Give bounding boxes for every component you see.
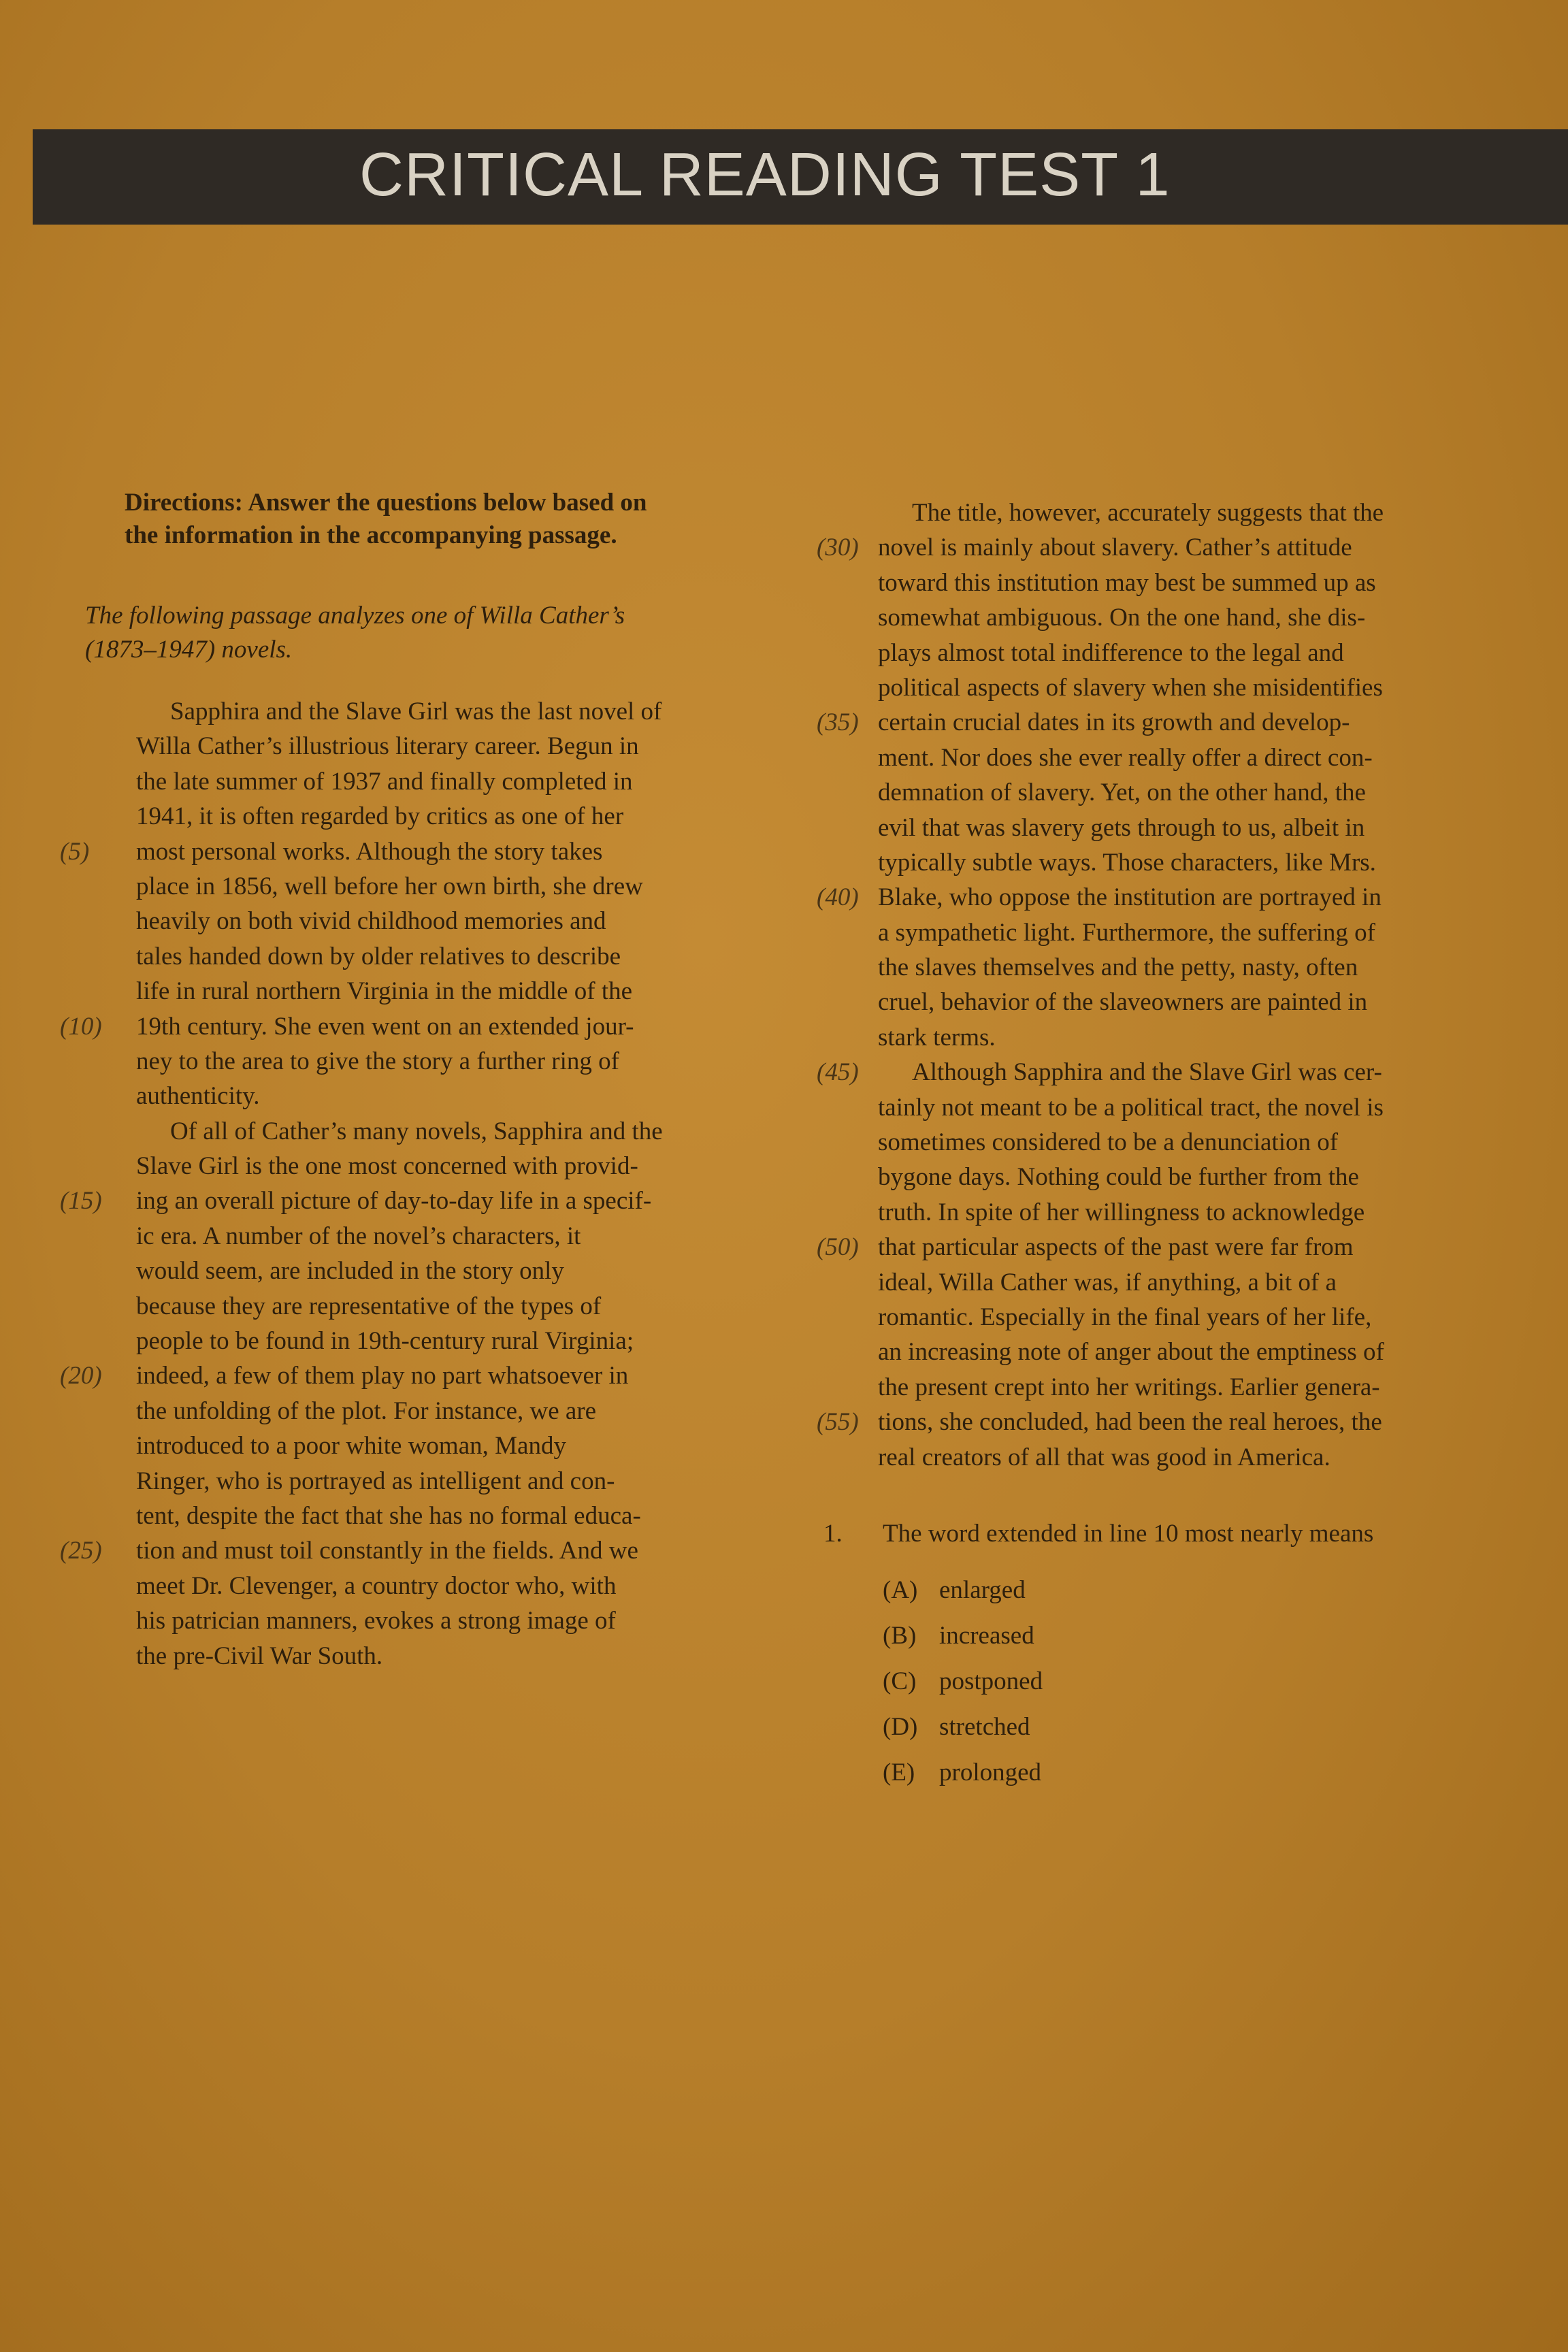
passage-line (68, 1394, 789, 1428)
line-number: (45) (817, 1058, 859, 1087)
passage-line (813, 636, 1535, 670)
question-text: The word extended in line 10 most nearly means (883, 1520, 1374, 1548)
line-text: Sapphira and the Slave Girl was the last novel of (170, 698, 662, 725)
passage-line (60, 1358, 789, 1393)
line-text: Of all of Cather’s many novels, Sapphira and the (170, 1117, 663, 1145)
line-number: (40) (817, 883, 859, 912)
passage-line (68, 1569, 789, 1603)
passage-line (813, 1090, 1535, 1125)
question-number: 1. (823, 1520, 843, 1548)
intro-line: The following passage analyzes one of Willa Cather’s (85, 602, 625, 630)
line-text: authenticity. (136, 1082, 260, 1111)
line-text: Ringer, who is portrayed as intelligent and con- (136, 1467, 615, 1495)
line-text: introduced to a poor white woman, Mandy (136, 1432, 566, 1460)
choice-text: stretched (939, 1713, 1030, 1741)
passage-line (68, 1114, 789, 1149)
line-text: The title, however, accurately suggests that the (912, 499, 1384, 527)
passage-line (813, 775, 1535, 810)
passage-line (68, 1254, 789, 1288)
line-text: the present crept into her writings. Earlier genera- (878, 1373, 1380, 1401)
passage-line (813, 495, 1535, 530)
line-number: (5) (60, 837, 90, 866)
choice-letter: (C) (883, 1667, 917, 1695)
answer-choice (813, 1659, 1535, 1704)
line-text: most personal works. Although the story takes (136, 837, 603, 866)
passage-line (60, 1009, 789, 1044)
line-number: (35) (817, 708, 859, 737)
line-text: toward this institution may best be summed up as (878, 568, 1376, 597)
line-text: bygone days. Nothing could be further from the (878, 1163, 1359, 1192)
choice-text: increased (939, 1622, 1034, 1650)
directions-line: Directions: Answer the questions below based on (125, 489, 647, 517)
line-text: Although Sapphira and the Slave Girl was cer- (912, 1058, 1382, 1087)
question-stem (813, 1514, 1535, 1554)
passage-line (813, 1300, 1535, 1335)
passage-line (813, 566, 1535, 600)
page-title: CRITICAL READING TEST 1 (359, 141, 1171, 209)
passage-line (813, 1405, 1535, 1439)
line-text: tion and must toil constantly in the fields. And we (136, 1537, 638, 1565)
line-text: truth. In spite of her willingness to acknowledge (878, 1198, 1365, 1226)
passage-line (68, 869, 789, 904)
line-text: evil that was slavery gets through to us, albeit in (878, 813, 1365, 842)
passage-line (813, 915, 1535, 950)
passage-line (813, 600, 1535, 635)
line-text: romantic. Especially in the final years of her life, (878, 1303, 1372, 1331)
passage-line (68, 1639, 789, 1673)
passage-line (813, 845, 1535, 880)
passage-line (813, 1055, 1535, 1090)
line-text: typically subtle ways. Those characters, like Mrs. (878, 848, 1376, 877)
passage-line (68, 1149, 789, 1183)
line-text: tainly not meant to be a political tract, the novel is (878, 1093, 1384, 1122)
passage-line (68, 729, 789, 764)
question-1 (813, 1514, 1535, 1795)
passage-line (813, 950, 1535, 985)
passage-intro (85, 599, 738, 667)
answer-choice (813, 1613, 1535, 1659)
line-text: meet Dr. Clevenger, a country doctor who, with (136, 1571, 617, 1600)
passage-line (68, 1079, 789, 1113)
line-text: tales handed down by older relatives to describe (136, 942, 621, 970)
line-number: (55) (817, 1408, 859, 1437)
passage-line (813, 1020, 1535, 1055)
passage-line (68, 1499, 789, 1533)
line-text: stark terms. (878, 1023, 996, 1051)
line-text: that particular aspects of the past were far from (878, 1233, 1354, 1262)
answer-choice (813, 1704, 1535, 1750)
line-text: tent, despite the fact that she has no formal educa- (136, 1501, 641, 1530)
line-number: (15) (60, 1187, 102, 1215)
passage-line (68, 1044, 789, 1079)
line-text: his patrician manners, evokes a strong image of (136, 1607, 616, 1635)
line-text: real creators of all that was good in America. (878, 1443, 1330, 1471)
line-text: ic era. A number of the novel’s characters, it (136, 1222, 581, 1250)
line-number: (50) (817, 1233, 859, 1262)
passage-line (813, 1265, 1535, 1300)
passage-line (813, 985, 1535, 1019)
choice-letter: (D) (883, 1713, 918, 1741)
line-text: place in 1856, well before her own birth, she drew (136, 872, 643, 900)
choice-letter: (E) (883, 1759, 915, 1786)
passage-line (68, 799, 789, 834)
passage-line (813, 670, 1535, 705)
line-text: Willa Cather’s illustrious literary career. Begun in (136, 732, 639, 761)
answer-choice (813, 1750, 1535, 1795)
passage-line (68, 1324, 789, 1358)
line-text: cruel, behavior of the slaveowners are painted in (878, 988, 1368, 1017)
passage-line (813, 705, 1535, 740)
line-text: a sympathetic light. Furthermore, the suffering of (878, 918, 1375, 947)
passage-line (813, 1195, 1535, 1230)
line-text: would seem, are included in the story only (136, 1257, 564, 1286)
passage-line (68, 1428, 789, 1463)
directions (125, 487, 737, 552)
line-text: ment. Nor does she ever really offer a direct con- (878, 743, 1373, 772)
line-number: (20) (60, 1362, 102, 1390)
intro-line: (1873–1947) novels. (85, 636, 293, 664)
line-text: political aspects of slavery when she misidentifies (878, 673, 1383, 702)
passage-column-right (813, 495, 1535, 1475)
line-text: tions, she concluded, had been the real heroes, the (878, 1408, 1382, 1437)
line-text: life in rural northern Virginia in the middle of the (136, 977, 633, 1006)
choice-text: postponed (939, 1667, 1043, 1695)
passage-line (813, 1440, 1535, 1475)
passage-line (68, 1603, 789, 1638)
passage-line (813, 880, 1535, 915)
passage-line (68, 764, 789, 799)
line-text: the unfolding of the plot. For instance, we are (136, 1396, 597, 1425)
passage-line (813, 530, 1535, 565)
answer-choice (813, 1567, 1535, 1613)
passage-line (68, 974, 789, 1009)
line-number: (10) (60, 1012, 102, 1041)
line-text: somewhat ambiguous. On the one hand, she dis- (878, 604, 1366, 632)
choice-letter: (B) (883, 1622, 917, 1650)
choice-letter: (A) (883, 1576, 918, 1604)
line-text: people to be found in 19th-century rural Virginia; (136, 1327, 634, 1356)
passage-line (60, 1533, 789, 1568)
passage-line (813, 1230, 1535, 1264)
passage-line (813, 1370, 1535, 1405)
answer-choices (813, 1567, 1535, 1795)
line-text: plays almost total indifference to the legal and (878, 638, 1344, 667)
line-text: the slaves themselves and the petty, nasty, often (878, 953, 1358, 982)
header-banner (33, 129, 1568, 225)
line-text: sometimes considered to be a denunciation of (878, 1128, 1339, 1157)
passage-line (68, 939, 789, 974)
passage-line (68, 1219, 789, 1254)
line-text: ney to the area to give the story a further ring of (136, 1047, 619, 1075)
passage-column-left (60, 694, 789, 1673)
passage-line (813, 740, 1535, 775)
line-text: ing an overall picture of day-to-day life in a specif- (136, 1187, 652, 1215)
choice-text: enlarged (939, 1576, 1026, 1604)
line-text: the late summer of 1937 and finally completed in (136, 767, 633, 796)
line-text: Blake, who oppose the institution are portrayed in (878, 883, 1382, 912)
line-text: 1941, it is often regarded by critics as one of her (136, 802, 624, 831)
line-text: Slave Girl is the one most concerned with provid- (136, 1152, 638, 1181)
line-number: (25) (60, 1537, 102, 1565)
passage-line (60, 1183, 789, 1218)
line-text: ideal, Willa Cather was, if anything, a bit of a (878, 1268, 1337, 1296)
line-text: heavily on both vivid childhood memories and (136, 907, 606, 936)
passage-line (813, 1335, 1535, 1369)
line-text: indeed, a few of them play no part whatsoever in (136, 1362, 629, 1390)
passage-line (68, 904, 789, 938)
line-text: novel is mainly about slavery. Cather’s attitude (878, 534, 1352, 562)
passage-line (813, 811, 1535, 845)
passage-line (68, 694, 789, 729)
directions-line: the information in the accompanying passage. (125, 521, 617, 549)
line-text: the pre-Civil War South. (136, 1642, 383, 1670)
passage-line (60, 834, 789, 869)
passage-line (813, 1160, 1535, 1194)
line-number: (30) (817, 534, 859, 562)
passage-line (813, 1125, 1535, 1160)
passage-line (68, 1289, 789, 1324)
line-text: 19th century. She even went on an extended jour- (136, 1012, 634, 1041)
line-text: demnation of slavery. Yet, on the other hand, the (878, 779, 1366, 807)
line-text: an increasing note of anger about the emptiness of (878, 1338, 1384, 1367)
choice-text: prolonged (939, 1759, 1042, 1786)
passage-line (68, 1464, 789, 1499)
line-text: certain crucial dates in its growth and develop- (878, 708, 1350, 737)
line-text: because they are representative of the types of (136, 1292, 602, 1320)
